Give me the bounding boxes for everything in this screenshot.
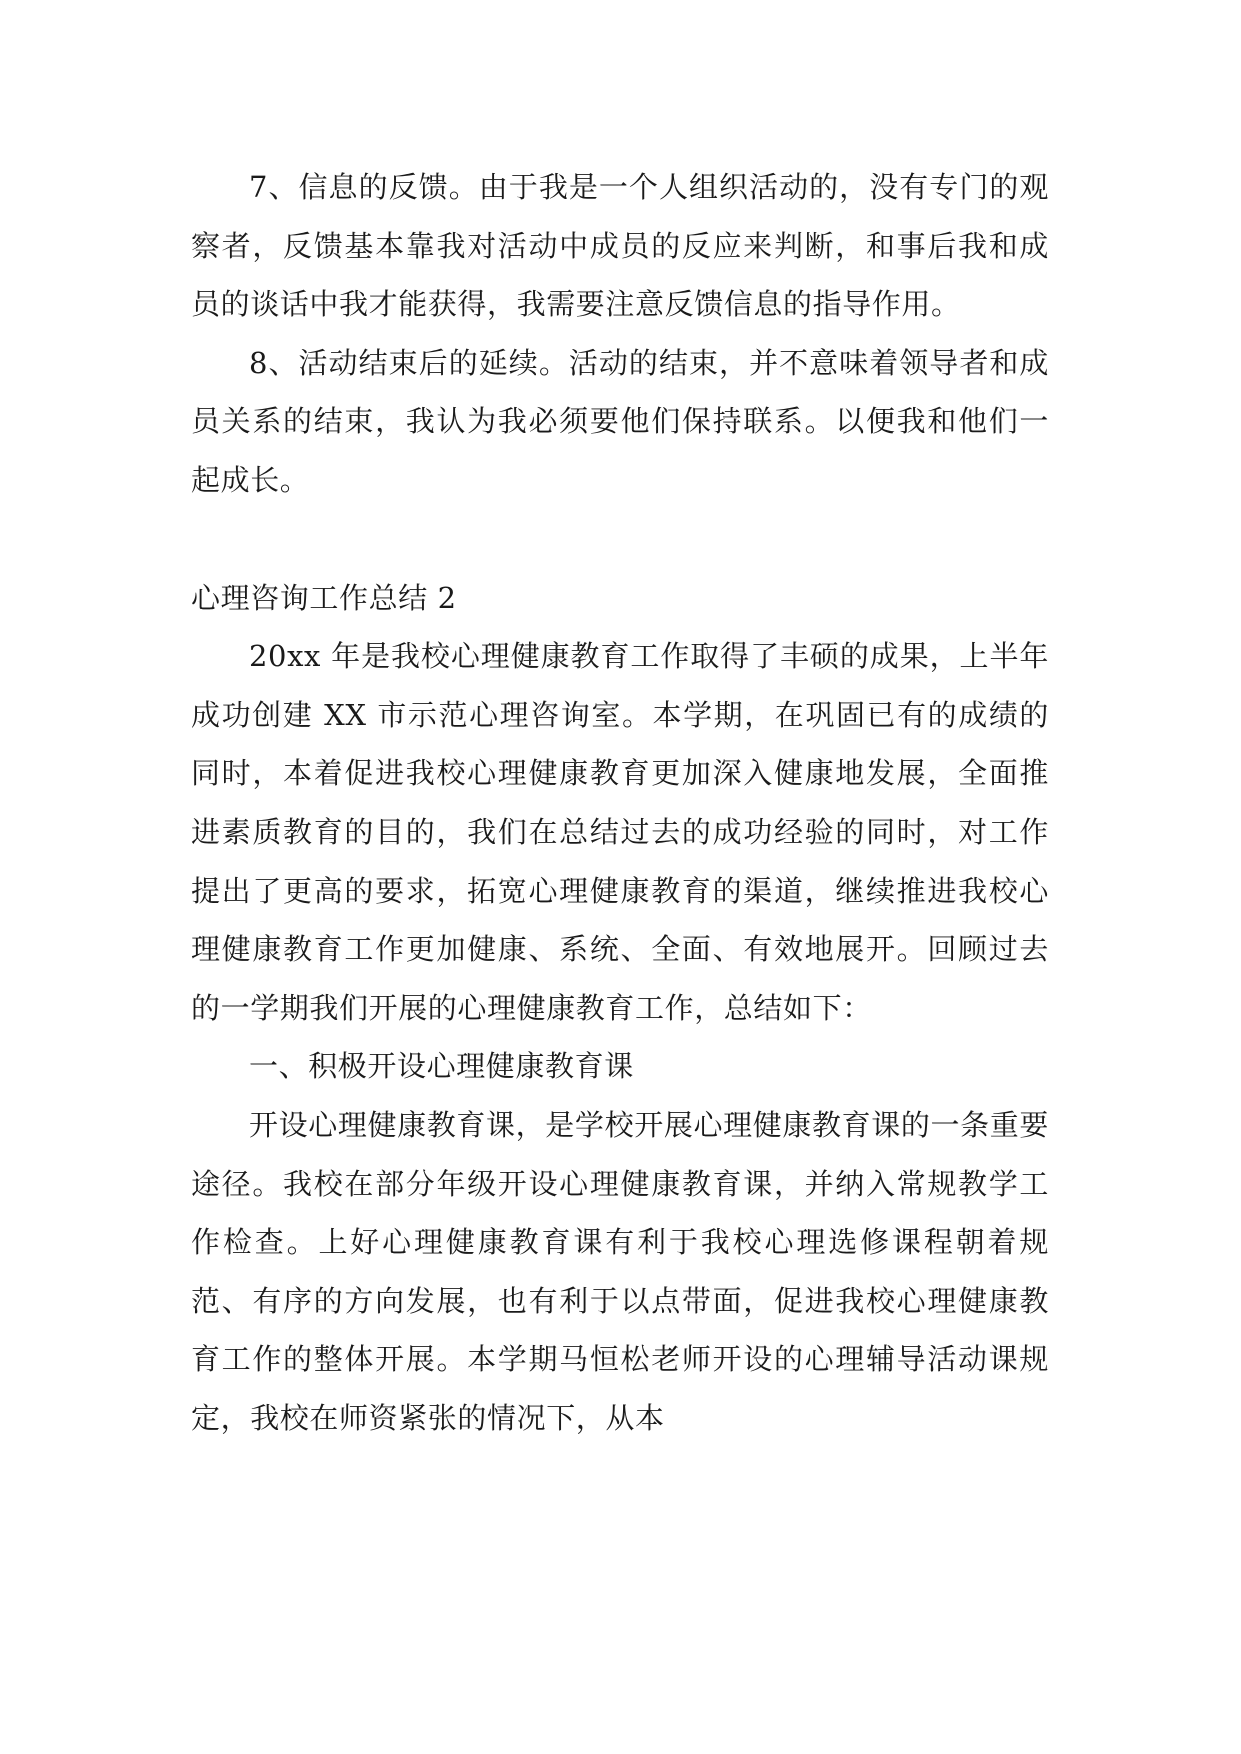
section-spacer (191, 510, 1049, 569)
paragraph-continuation: 8、活动结束后的延续。活动的结束，并不意味着领导者和成员关系的结束，我认为我必须要他们保持联系。以便我和他们一起成长。 (191, 345, 1049, 497)
paragraph-intro: 20xx 年是我校心理健康教育工作取得了丰硕的成果，上半年成功创建 XX 市示范心理咨询室。本学期，在巩固已有的成绩的同时，本着促进我校心理健康教育更加深入健康地发展，全面推进素质教育的目的，我们在总结过去的成功经验的同时，对工作提出了更高的要求，拓宽心理健康教育的渠道，继续推进我校心理健康教育工作更加健康、系统、全面、有效地展开。回顾过去的一学期我们开展的心理健康教育工作，总结如下： (191, 639, 1049, 1025)
document-body (191, 158, 1049, 1447)
subheading: 一、积极开设心理健康教育课 (249, 1049, 634, 1084)
section-title: 心理咨询工作总结 2 (191, 580, 457, 615)
paragraph-feedback: 7、信息的反馈。由于我是一个人组织活动的，没有专门的观察者，反馈基本靠我对活动中成员的反应来判断，和事后我和成员的谈话中我才能获得，我需要注意反馈信息的指导作用。 (191, 170, 1049, 322)
paragraph-course: 开设心理健康教育课，是学校开展心理健康教育课的一条重要途径。我校在部分年级开设心理健康教育课，并纳入常规教学工作检查。上好心理健康教育课有利于我校心理选修课程朝着规范、有序的方向发展，也有利于以点带面，促进我校心理健康教育工作的整体开展。本学期马恒松老师开设的心理辅导活动课规定，我校在师资紧张的情况下，从本 (191, 1107, 1049, 1435)
